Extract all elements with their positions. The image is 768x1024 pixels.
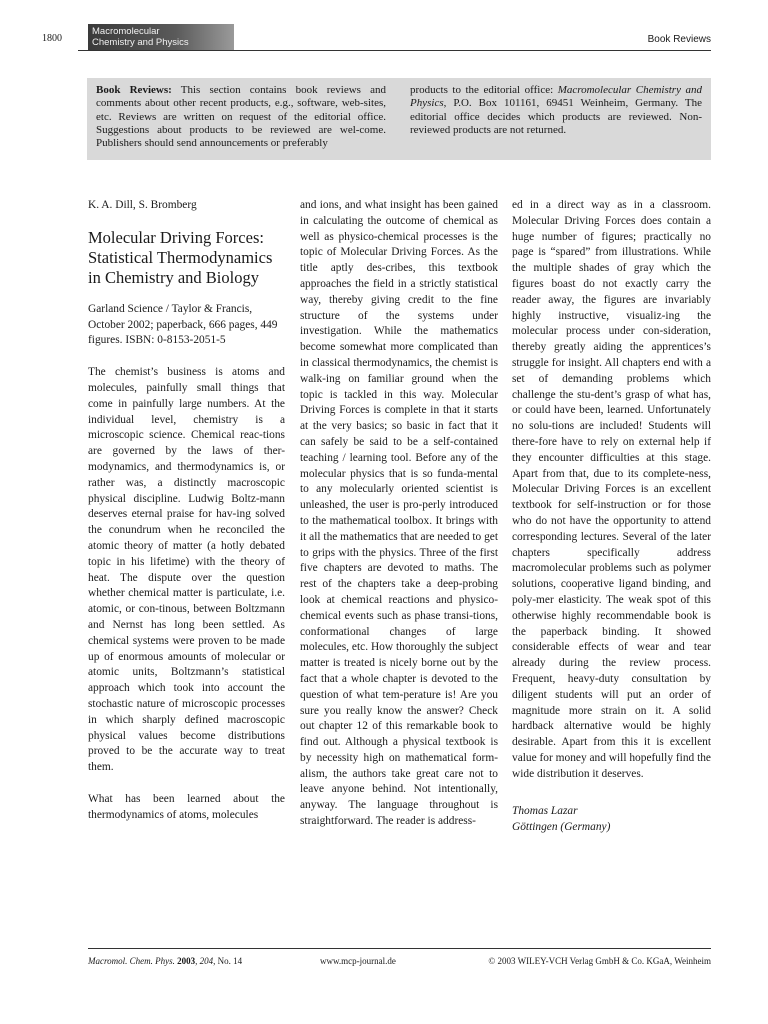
review-column-3-text: ed in a direct way as in a classroom. Molecular Driving Forces does contain a huge number of figures; practically no page is “spared” from illustrations. While the multiple shades of gray which the figures boast do not exactly carry the reader away, the figures are invariably highly instructive, visualiz-ing the molecular process under con-sideration, thereby greatly aiding the apprentices’s struggle for insight. All chapters end with a set of demanding problems which challenge the stu-dent’s grasp of what has, or could have been, learned. Unfortunately no solu-tions are included! Students will there-fore have to rely on external help if they encounter difficulties at this stage. Apart from that, due to its complete-ness, Molecular Driving Forces is an excellent textbook for self-instruction or for those who do not have the opportunity to attend corresponding lectures. Several of the later chapters specifically address macromolecular problems such as polymer solutions, cooperative ligand binding, and poly-mer elasticity. The weak spot of this otherwise highly recommendable book is the paperback binding. It showed considerable effects of wear and tear already during the review process. Frequent, heavy-duty consultation by diligent students will put an order of magnitude more strain on it. A solid hardback alternative would be highly desirable. Apart from this it is excellent value for money and will hopefully find the wide distribution it deserves. — [512, 199, 711, 780]
footer-url: www.mcp-journal.de — [320, 956, 396, 966]
footer-volume: 204 — [199, 956, 214, 966]
review-column-2-text: and ions, and what insight has been gained in calculating the outcome of chemical as well as physico-chemical processes is the topic of Molecular Driving Forces. As the title aptly des-cribes, this textbook approaches the field in a strictly statistical way, thereby giving credit to the fine structure of the systems under investigation. While the mathematics become somewhat more complicated than in classical thermodynamics, the chemist is walk-ing on familiar ground when the topic is tackled in this way. Molecular Driving Forces is complete in that it starts at the very basics; so basic in fact that it can safely be said to be a self-contained teaching / learning tool. Before any of the molecular physics that is so funda-mental to any molecularly oriented scientist is unleashed, the user is pro-perly introduced to the mathematical toolbox. It brings with it all the mathematics that are needed to get to grips with the physics. Three of the first five chapters are devoted to maths. The rest of the chapters take a deep-probing look at chemical reactions and physico-chemical events such as phase transi-tions, conformational changes of large molecules, etc. How thoroughly the subject matter is treated is nicely borne out by the fact that a whole chapter is devoted to the question of what tem-perature is! Are you sure you really know the answer? Check out chapter 12 of this remarkable book to find out. Although a physical textbook is by necessity high on mathematical form-alism, the authors take great care not to leave anyone behind. Not intentionally, anyway. The language throughout is straightforward. The reader is address- — [300, 199, 498, 828]
notice-label: Book Reviews: — [96, 84, 172, 96]
book-reviews-notice — [87, 78, 711, 160]
footer-journal: Macromol. Chem. Phys. — [88, 956, 175, 966]
reviewer-location: Göttingen (Germany) — [512, 821, 611, 834]
logo-line-2: Chemistry and Physics — [92, 37, 189, 48]
journal-logo — [88, 24, 234, 50]
notice-left-text: This section contains book reviews and comments about other recent products, e.g., software, web-sites, etc. Reviews are written on request of the editorial office. Suggestions about products to be reviewed are wel-come. Publishers should send announcements or preferably — [96, 84, 386, 150]
notice-right-rest: , P.O. Box 101161, 69451 Weinheim, Germany. The editorial office decides which products are reviewed. Non-reviewed products are not returned. — [410, 97, 702, 136]
header-divider — [78, 50, 711, 51]
publication-info: Garland Science / Taylor & Francis, October 2002; paperback, 666 pages, 449 figures. ISBN: 0-8153-2051-5 — [88, 302, 278, 347]
review-paragraph-1: The chemist’s business is atoms and molecules, painfully small things that come in painfully large numbers. At the individual level, chemistry is a microscopic science. Chemical reac-tions are governed by the laws of ther-modynamics, and thermodynamics is, or rather was, a distinctly macroscopic physical discipline. Ludwig Boltz-mann deserves eternal praise for hav-ing solved the conundrum when he reconciled the atomic theory of matter (a hotly debated topic in his lifetime) with the theory of heat. The dispute over the question whether chemical matter is particulate, i.e. atomic, or con-tinous, between Boltzmann and Nernst has long been settled. As chemical systems were proven to be made up of enormous amounts of molecular or atomic units, Boltzmann’s statistical approach which took into account the stochastic nature of microscopic processes in which sharply defined macroscopic physical values become distributions proved to be the accurate way to treat them. — [88, 366, 285, 774]
book-title: Molecular Driving Forces: Statistical Thermodynamics in Chemistry and Biology — [88, 227, 273, 287]
notice-address-journal: Macromolecular Chemistry and Physics — [410, 84, 702, 110]
column-2 — [300, 198, 498, 830]
footer-citation: Macromol. Chem. Phys. 2003, 204, No. 14 — [88, 956, 243, 966]
notice-left-column — [96, 84, 386, 150]
footer-issue: , No. 14 — [213, 956, 243, 966]
notice-right-lead: products to the editorial office: — [410, 84, 554, 96]
book-authors: K. A. Dill, S. Bromberg — [88, 199, 197, 211]
section-running-head: Book Reviews — [647, 34, 711, 45]
notice-right-column — [410, 84, 702, 137]
reviewer-name: Thomas Lazar — [512, 805, 578, 818]
review-paragraph-2: What has been learned about the thermodynamics of atoms, molecules — [88, 792, 285, 821]
page-number: 1800 — [42, 33, 62, 44]
footer-copyright: © 2003 WILEY-VCH Verlag GmbH & Co. KGaA, Weinheim — [488, 956, 711, 966]
footer-year: 2003 — [177, 956, 196, 966]
column-3 — [512, 198, 711, 836]
column-1 — [88, 198, 285, 824]
logo-line-1: Macromolecular — [92, 26, 160, 37]
footer-divider — [88, 948, 711, 949]
reviewer-signature — [512, 804, 711, 836]
